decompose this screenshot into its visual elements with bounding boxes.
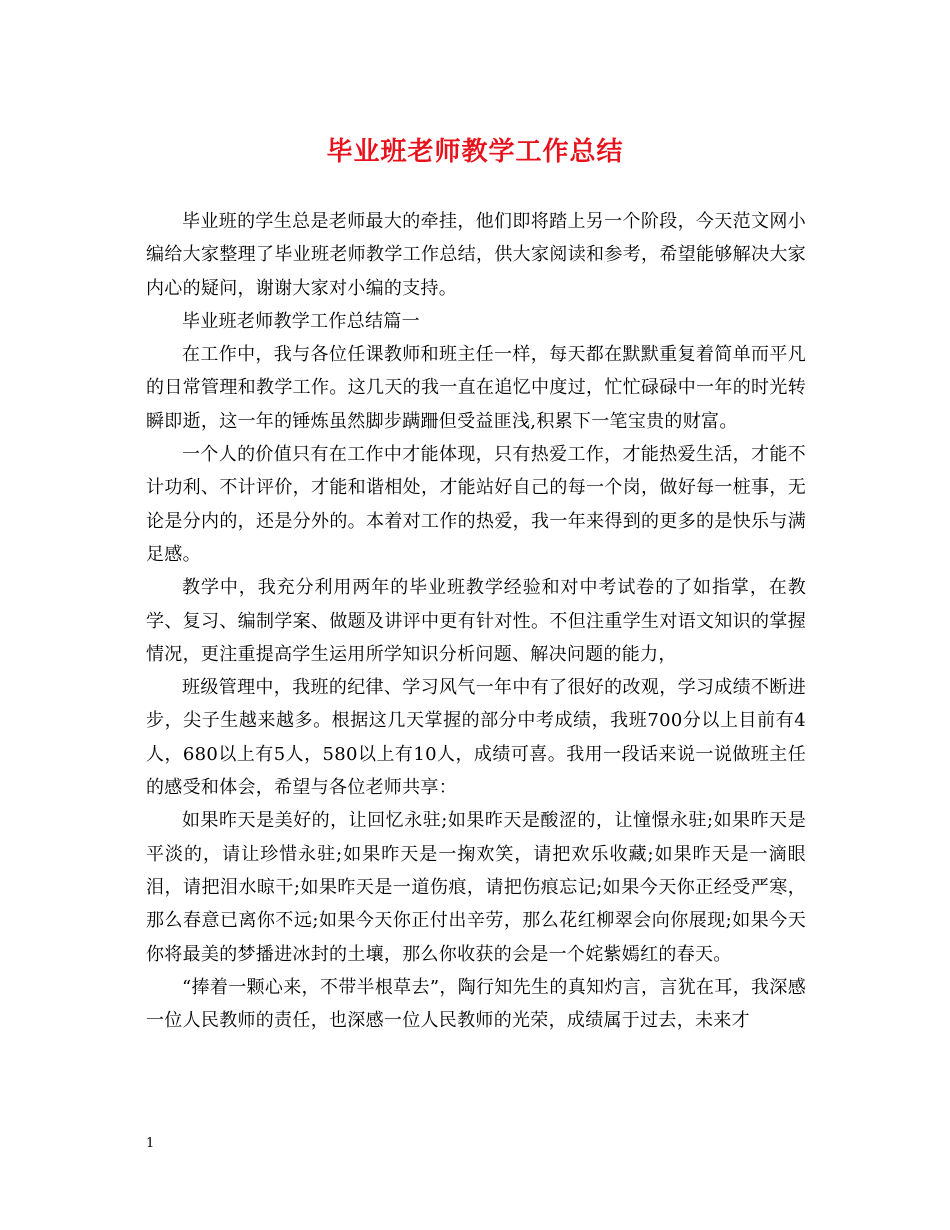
section-heading: 毕业班老师教学工作总结篇一	[182, 310, 420, 332]
paragraph-intro: 毕业班的学生总是老师最大的牵挂，他们即将踏上另一个阶段，今天范文网小编给大家整理了毕业班老师教学工作总结，供大家阅读和参考，希望能够解决大家内心的疑问，谢谢大家对小编的支持。	[146, 211, 806, 299]
paragraph-class-management: 班级管理中，我班的纪律、学习风气一年中有了很好的改观，学习成绩不断进步，尖子生越来越多。根据这几天掌握的部分中考成绩，我班700分以上目前有4人，680以上有5人，580以上有10人，成绩可喜。我用一段话来说一说做班主任的感受和体会，希望与各位老师共享：	[146, 677, 806, 799]
page-number: 1	[146, 1136, 155, 1151]
paragraph-value: 一个人的价值只有在工作中才能体现，只有热爱工作，才能热爱生活，才能不计功利、不计评价，才能和谐相处，才能站好自己的每一个岗，做好每一桩事，无论是分内的，还是分外的。本着对工作的热爱，我一年来得到的更多的是快乐与满足感。	[146, 444, 806, 565]
paragraph-quote: “捧着一颗心来，不带半根草去”，陶行知先生的真知灼言，言犹在耳，我深感一位人民教师的责任，也深感一位人民教师的光荣，成绩属于过去，未来才	[146, 976, 806, 1032]
document-title: 毕业班老师教学工作总结	[326, 137, 624, 167]
document-body	[146, 205, 806, 1037]
paragraph-work: 在工作中，我与各位任课教师和班主任一样，每天都在默默重复着简单而平凡的日常管理和教学工作。这几天的我一直在追忆中度过，忙忙碌碌中一年的时光转瞬即逝，这一年的锤炼虽然脚步蹒跚但受益匪浅,积累下一笔宝贵的财富。	[146, 344, 806, 432]
paragraph-teaching: 教学中，我充分利用两年的毕业班教学经验和对中考试卷的了如指掌，在教学、复习、编制学案、做题及讲评中更有针对性。不但注重学生对语文知识的掌握情况，更注重提高学生运用所学知识分析问题、解决问题的能力，	[146, 577, 806, 665]
paragraph-yesterday: 如果昨天是美好的，让回忆永驻;如果昨天是酸涩的，让憧憬永驻;如果昨天是平淡的，请让珍惜永驻;如果昨天是一掬欢笑，请把欢乐收藏;如果昨天是一滴眼泪，请把泪水晾干;如果昨天是一道伤痕，请把伤痕忘记;如果今天你正经受严寒，那么春意已离你不远;如果今天你正付出辛劳，那么花红柳翠会向你展现;如果今天你将最美的梦播进冰封的土壤，那么你收获的会是一个姹紫嫣红的春天。	[146, 810, 806, 965]
